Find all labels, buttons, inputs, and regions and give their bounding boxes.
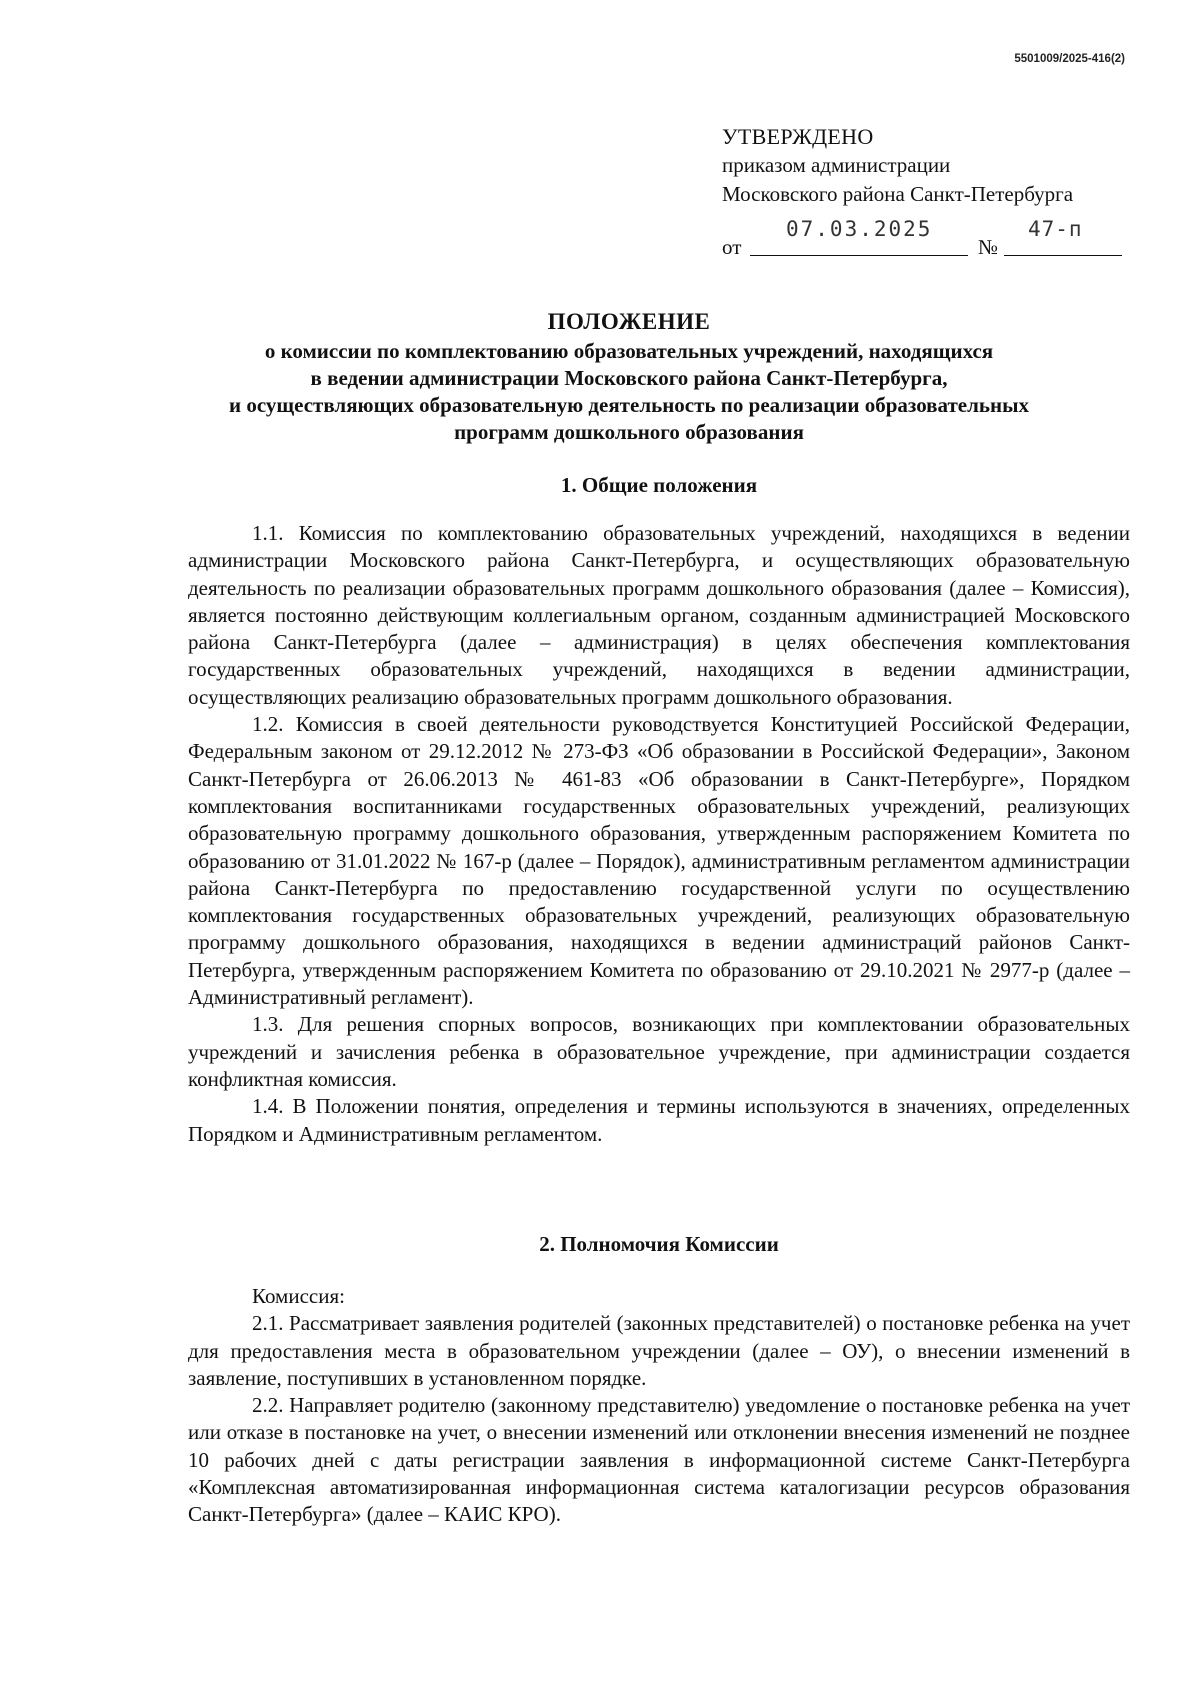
order-number-field — [1004, 215, 1122, 256]
section-1-body — [188, 520, 1130, 1148]
approval-line-district: Московского района Санкт-Петербурга — [722, 182, 1074, 206]
paragraph-1-4: 1.4. В Положении понятия, определения и термины используются в значениях, определенных Порядком и Административным регламентом. — [188, 1094, 1130, 1146]
document-title-block — [175, 306, 1083, 446]
document-subtitle-line-1: о комиссии по комплектованию образовательных учреждений, находящихся — [264, 339, 994, 363]
document-subtitle-line-4: программ дошкольного образования — [454, 420, 804, 444]
section-2-heading: 2. Полномочия Комиссии — [539, 1232, 779, 1256]
from-label: от — [722, 235, 742, 259]
paragraph-2-1: 2.1. Рассматривает заявления родителей (законных представителей) о постановке ребенка на учет для предоставления места в образовательном учреждении (далее – ОУ), о внесении изменений в заявление, поступивших в установленном порядке. — [188, 1311, 1130, 1390]
paragraph-1-2: 1.2. Комиссия в своей деятельности руководствуется Конституцией Российской Федерации, Федеральным законом от 29.12.2012 № 273-ФЗ «Об образовании в Российской Федерации», Законом Санкт-Петербурга от 26.06.2013 № 461-83 «Об образовании в Санкт-Петербурге», Порядком комплектования воспитанниками государственных образовательных учреждений, реализующих образовательную программу дошкольного образования, утвержденным распоряжением Комитета по образованию от 31.01.2022 № 167-р (далее – Порядок), административным регламентом администрации района Санкт-Петербурга по предоставлению государственной услуги по осуществлению комплектования государственных образовательных учреждений, реализующих образовательную программу дошкольного образования, находящихся в ведении администраций районов Санкт-Петербурга, утвержденным распоряжением Комитета по образованию от 29.10.2021 № 2977-р (далее – Административный регламент). — [188, 712, 1130, 1010]
approval-line-order: приказом администрации — [722, 153, 951, 177]
order-date-field — [750, 215, 968, 256]
document-title: ПОЛОЖЕНИЕ — [547, 309, 711, 334]
approval-heading: УТВЕРЖДЕНО — [722, 124, 874, 149]
paragraph-2-2: 2.2. Направляет родителю (законному представителю) уведомление о постановке ребенка на учет или отказе в постановке на учет, о внесении изменений или отклонении внесения изменений не позднее 10 рабочих дней с даты регистрации заявления в информационной системе Санкт-Петербурга «Комплексная автоматизированная информационная система каталогизации ресурсов образования Санкт-Петербурга» (далее – КАИС КРО). — [188, 1393, 1130, 1527]
document-subtitle-line-2: в ведении администрации Московского района Санкт-Петербурга, — [310, 366, 948, 390]
number-label: № — [978, 235, 999, 259]
document-registration-number: 5501009/2025-416(2) — [1014, 53, 1125, 65]
paragraph-1-1: 1.1. Комиссия по комплектованию образовательных учреждений, находящихся в ведении администрации Московского района Санкт-Петербурга, и осуществляющих образовательную деятельность по реализации образовательных программ дошкольного образования (далее – Комиссия), является постоянно действующим коллегиальным органом, созданным администрацией Московского района Санкт-Петербурга (далее – администрация) в целях обеспечения комплектования государственных образовательных учреждений, находящихся в ведении администрации, осуществляющих реализацию образовательных программ дошкольного образования. — [188, 521, 1130, 709]
order-date-value: 07.03.2025 — [786, 217, 933, 241]
section-1-heading: 1. Общие положения — [560, 473, 758, 497]
order-date-number-line — [722, 215, 1142, 259]
section-2-intro: Комиссия: — [252, 1284, 345, 1308]
paragraph-1-3: 1.3. Для решения спорных вопросов, возникающих при комплектовании образовательных учреждений и зачисления ребенка в образовательное учреждение, при администрации создается конфликтная комиссия. — [188, 1012, 1130, 1091]
section-2-body — [188, 1283, 1130, 1529]
document-subtitle-line-3: и осуществляющих образовательную деятельность по реализации образовательных — [229, 393, 1029, 417]
approval-stamp-block — [722, 122, 1142, 259]
order-number-value: 47-п — [1028, 217, 1083, 241]
